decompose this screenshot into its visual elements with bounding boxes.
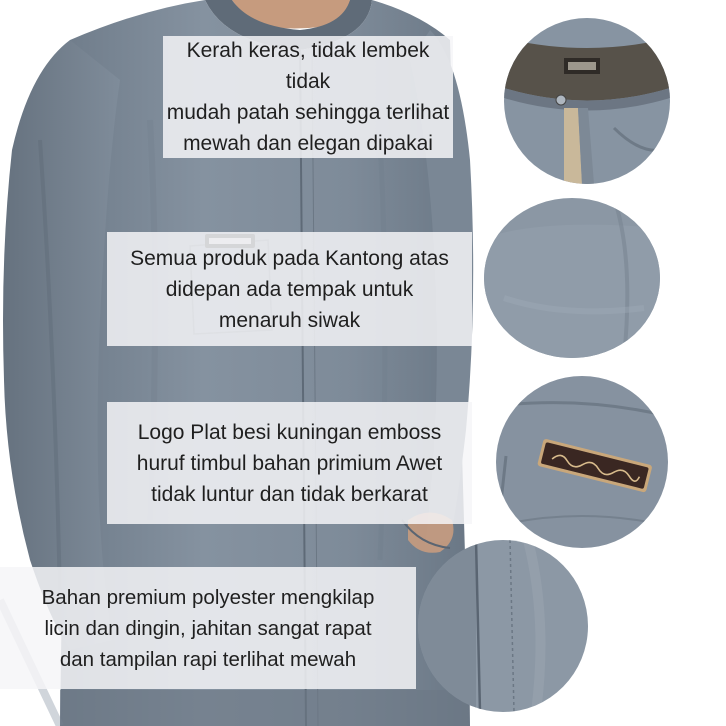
caption-logo-plate: Logo Plat besi kuningan emboss huruf timbul bahan primium Awet tidak luntur dan tidak berkarat bbox=[107, 402, 472, 524]
detail-pocket-photo bbox=[484, 198, 660, 358]
caption-collar: Kerah keras, tidak lembek tidak mudah patah sehingga terlihat mewah dan elegan dipakai bbox=[163, 36, 453, 158]
detail-logo-plate-photo bbox=[496, 376, 668, 548]
caption-fabric: Bahan premium polyester mengkilap licin dan dingin, jahitan sangat rapat dan tampilan rapi terlihat mewah bbox=[0, 567, 416, 689]
caption-pocket: Semua produk pada Kantong atas didepan ada tempak untuk menaruh siwak bbox=[107, 232, 472, 346]
detail-collar-photo bbox=[504, 18, 670, 184]
detail-fabric-photo bbox=[418, 540, 588, 712]
